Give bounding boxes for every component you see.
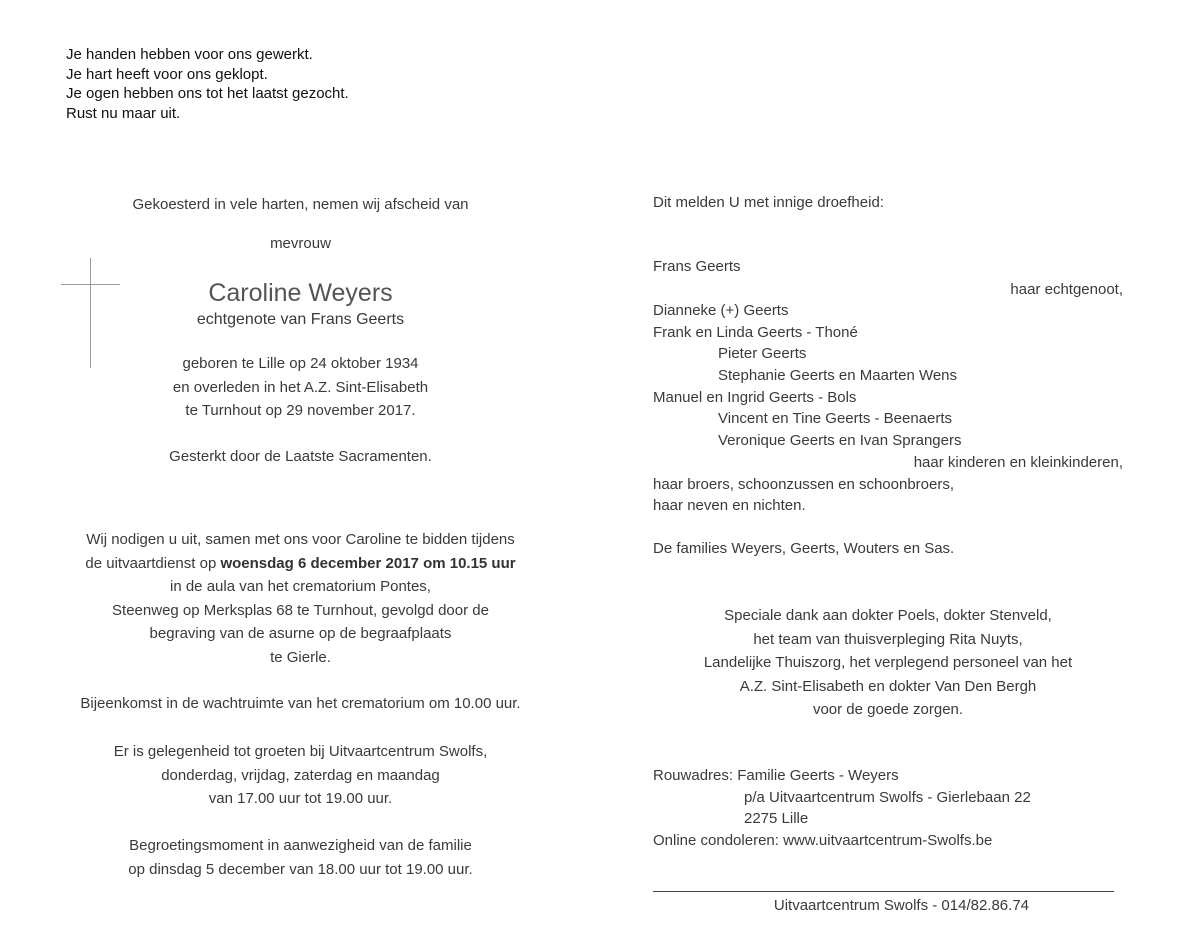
- online-condolence-link[interactable]: Online condoleren: www.uitvaartcentrum-Swolfs.be: [653, 832, 993, 850]
- birth-death-block: [60, 352, 541, 423]
- greeting-block: [60, 740, 541, 811]
- invite-line: Steenweg op Merksplas 68 te Turnhout, gevolgd door de: [112, 601, 489, 619]
- family-greeting-block: [60, 834, 541, 881]
- service-datetime: woensdag 6 december 2017 om 10.15 uur: [220, 554, 516, 572]
- families-text: De families Weyers, Geerts, Wouters en Sas.: [653, 540, 955, 557]
- thanks-line: voor de goede zorgen.: [812, 701, 964, 718]
- invite-line: [60, 552, 541, 576]
- child-entry: Manuel en Ingrid Geerts - Bols: [653, 388, 857, 406]
- husband-role: haar echtgenoot,: [1010, 281, 1123, 298]
- address-line: 2275 Lille: [744, 810, 809, 828]
- died-place-text: te Turnhout op 29 november 2017.: [185, 402, 416, 419]
- greeting-line: Er is gelegenheid tot groeten bij Uitvaartcentrum Swolfs,: [113, 743, 488, 760]
- thanks-line: Speciale dank aan dokter Poels, dokter Stenveld,: [724, 607, 1052, 624]
- poem-line: Rust nu maar uit.: [66, 104, 181, 122]
- thanks-line: A.Z. Sint-Elisabeth en dokter Van Den Bergh: [739, 677, 1037, 695]
- greeting-line: donderdag, vrijdag, zaterdag en maandag: [161, 766, 440, 784]
- greeting-line: van 17.00 uur tot 19.00 uur.: [208, 790, 393, 807]
- cousins-text: haar neven en nichten.: [653, 497, 806, 515]
- title-text: mevrouw: [270, 235, 331, 252]
- invite-line: in de aula van het crematorium Pontes,: [170, 578, 431, 595]
- thanks-line: het team van thuisverpleging Rita Nuyts,: [753, 630, 1023, 648]
- grandchild-entry: Vincent en Tine Geerts - Beenaerts: [718, 410, 953, 428]
- footer-divider: [653, 891, 1114, 892]
- footer-text: Uitvaartcentrum Swolfs - 014/82.86.74: [773, 897, 1029, 914]
- invite-line-text: de uitvaartdienst op: [85, 554, 221, 572]
- thanks-line: Landelijke Thuiszorg, het verplegend personeel van het: [703, 654, 1073, 671]
- grandchild-entry: Veronique Geerts en Ivan Sprangers: [718, 432, 962, 450]
- invite-line: Wij nodigen u uit, samen met ons voor Caroline te bidden tijdens: [86, 531, 515, 548]
- grandchild-entry: Stephanie Geerts en Maarten Wens: [718, 367, 958, 385]
- poem-line: Je handen hebben voor ons gewerkt.: [66, 46, 313, 63]
- address-block: [653, 765, 1031, 852]
- husband-name: Frans Geerts: [653, 258, 741, 275]
- poem-line: Je hart heeft voor ons geklopt.: [66, 65, 268, 83]
- born-text: geboren te Lille op 24 oktober 1934: [182, 355, 419, 372]
- children-list: [653, 300, 1123, 517]
- children-role: haar kinderen en kleinkinderen,: [913, 453, 1123, 471]
- address-label: Rouwadres: Familie Geerts - Weyers: [653, 767, 899, 784]
- sacraments-text: Gesterkt door de Laatste Sacramenten.: [169, 448, 432, 465]
- invitation-block: [60, 528, 541, 669]
- family-greeting-line: op dinsdag 5 december van 18.00 uur tot 19.00 uur.: [128, 860, 473, 878]
- poem: [66, 45, 349, 123]
- child-entry: Frank en Linda Geerts - Thoné: [653, 323, 858, 341]
- invite-line: te Gierle.: [270, 648, 331, 666]
- died-text: en overleden in het A.Z. Sint-Elisabeth: [172, 378, 429, 396]
- grandchild-entry: Pieter Geerts: [718, 345, 807, 363]
- announce-text: Dit melden U met innige droefheid:: [653, 194, 884, 211]
- invite-line: begraving van de asurne op de begraafplaats: [149, 625, 452, 642]
- intro-text: Gekoesterd in vele harten, nemen wij afscheid van: [132, 196, 469, 213]
- address-line: p/a Uitvaartcentrum Swolfs - Gierlebaan 22: [744, 788, 1031, 806]
- thanks-block: [653, 604, 1123, 722]
- meeting-text: Bijeenkomst in de wachtruimte van het crematorium om 10.00 uur.: [80, 695, 521, 712]
- child-entry: Dianneke (+) Geerts: [653, 302, 789, 319]
- spouse-text: echtgenote van Frans Geerts: [196, 311, 405, 328]
- siblings-text: haar broers, schoonzussen en schoonbroers,: [653, 475, 955, 493]
- family-greeting-line: Begroetingsmoment in aanwezigheid van de familie: [129, 837, 472, 854]
- poem-line: Je ogen hebben ons tot het laatst gezocht.: [66, 85, 349, 102]
- deceased-name: Caroline Weyers: [208, 279, 393, 307]
